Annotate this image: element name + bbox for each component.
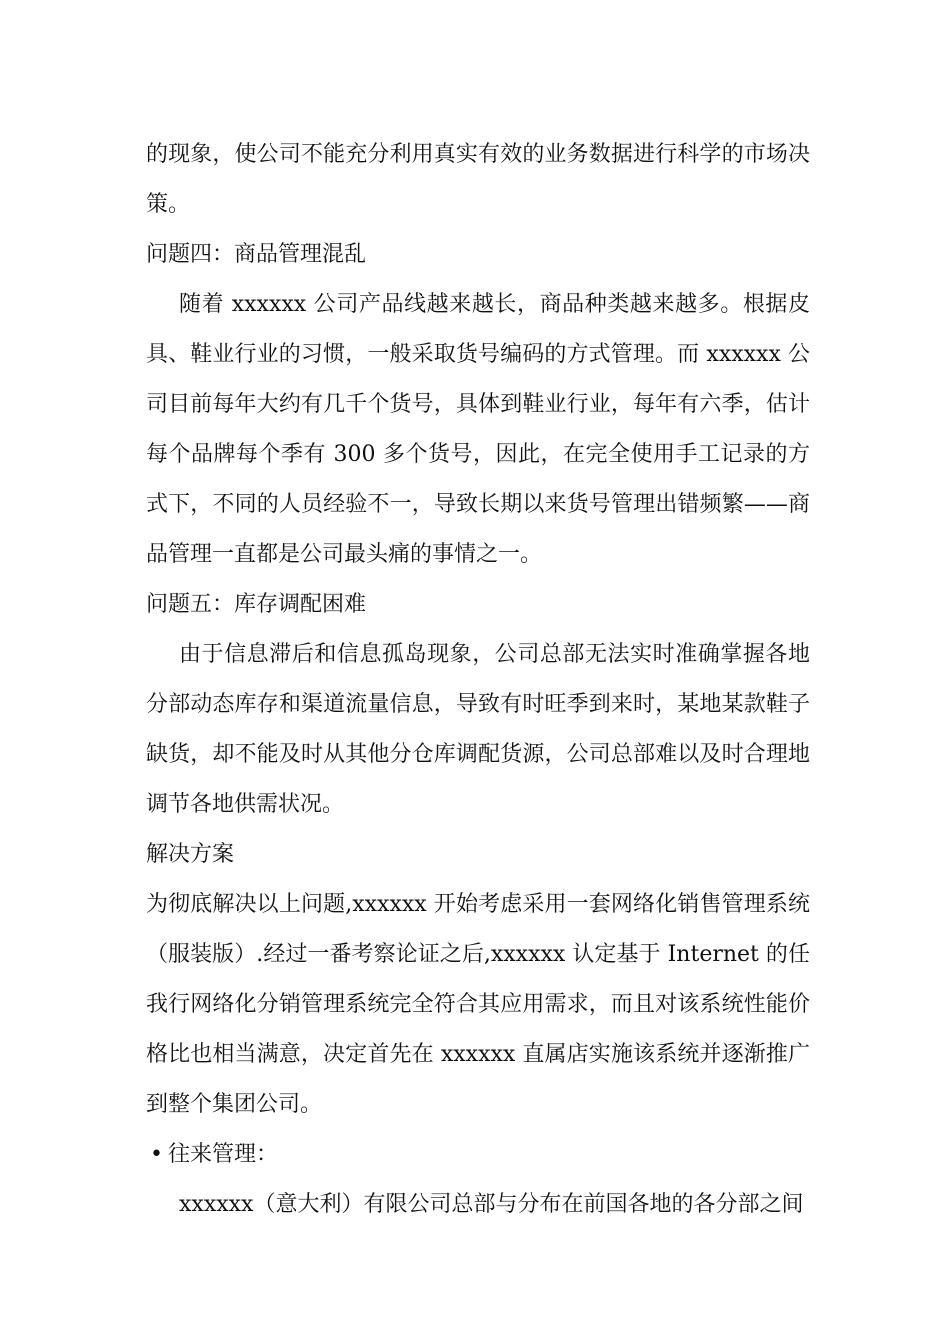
paragraph-continuation: 的现象，使公司不能充分利用真实有效的业务数据进行科学的市场决策。 (146, 142, 810, 217)
document-body (146, 130, 810, 1230)
paragraph-dealings: xxxxxx（意大利）有限公司总部与分布在前国各地的各分部之间 (179, 1192, 804, 1217)
bullet-label: 往来管理： (168, 1142, 279, 1167)
paragraph-inventory: 由于信息滞后和信息孤岛现象，公司总部无法实时准确掌握各地分部动态库存和渠道流量信息，导致有时旺季到来时，某地某款鞋子缺货，却不能及时从其他分仓库调配货源，公司总部难以及时合理地调节各地供需状况。 (146, 642, 810, 817)
heading-solution: 解决方案 (146, 842, 235, 867)
paragraph-product-management: 随着 xxxxxx 公司产品线越来越长，商品种类越来越多。根据皮具、鞋业行业的习惯，一般采取货号编码的方式管理。而 xxxxxx 公司目前每年大约有几千个货号，具体到鞋业行业，每年有六季，估计每个品牌每个季有 300 多个货号，因此，在完全使用手工记录的方式下，不同的人员经验不一，导致长期以来货号管理出错频繁——商品管理一直都是公司最头痛的事情之一。 (146, 292, 810, 567)
heading-problem-four: 问题四：商品管理混乱 (146, 242, 367, 267)
paragraph-solution: 为彻底解决以上问题,xxxxxx 开始考虑采用一套网络化销售管理系统（服装版）.经过一番考察论证之后,xxxxxx 认定基于 Internet 的任我行网络化分销管理系统完全符合其应用需求，而且对该系统性能价格比也相当满意，决定首先在 xxxxxx 直属店实施该系统并逐渐推广到整个集团公司。 (146, 892, 810, 1117)
bullet-dot-icon: • (150, 1142, 163, 1167)
heading-problem-five: 问题五：库存调配困难 (146, 592, 367, 617)
bullet-item (146, 1130, 810, 1180)
